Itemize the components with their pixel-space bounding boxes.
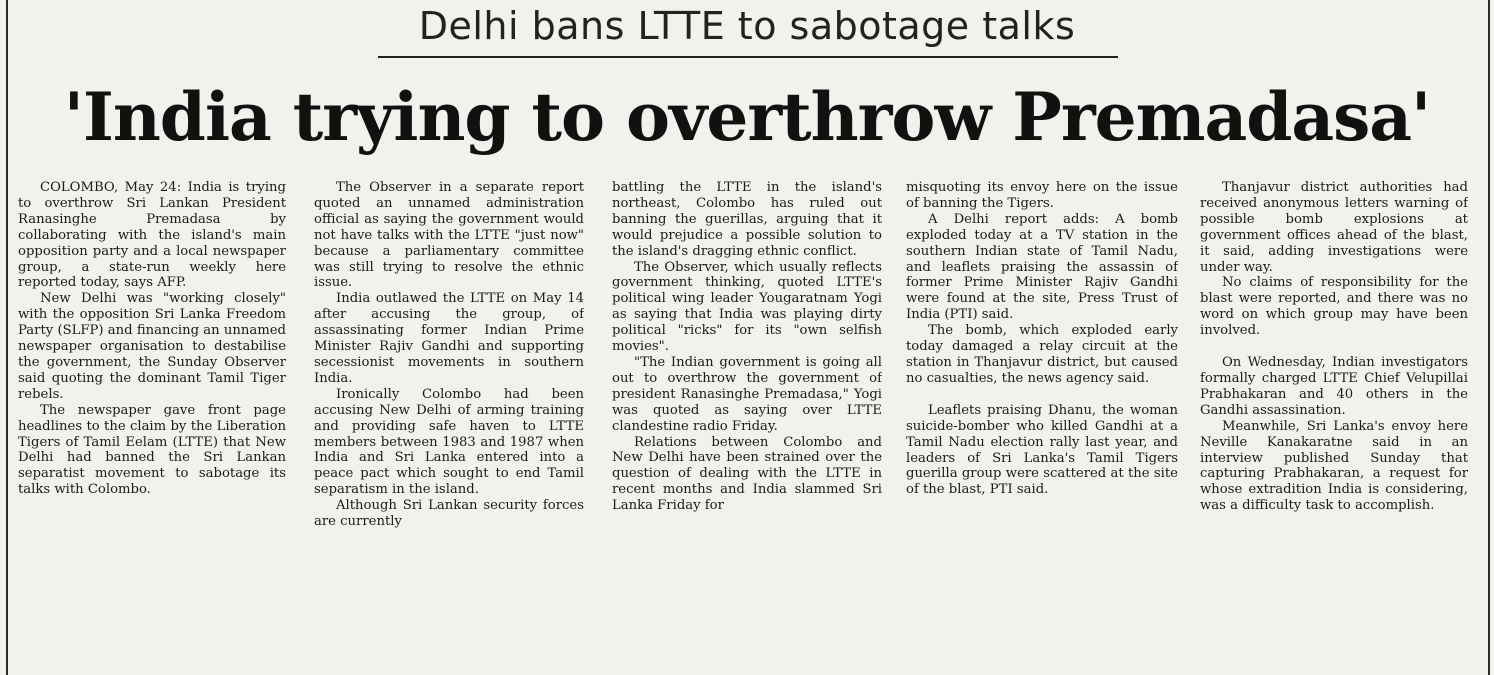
paragraph: Although Sri Lankan security forces are currently (314, 498, 584, 530)
paragraph: A Delhi report adds: A bomb exploded today at a TV station in the southern Indian state of Tamil Nadu, and leaflets praising the assassin of former Prime Minister Rajiv Gandhi were found at the site, Press Trust of India (PTI) said. (906, 211, 1178, 323)
paragraph: The Observer in a separate report quoted an unnamed administration official as saying the government would not have talks with the LTTE "just now" because a parliamentary committee was still trying to resolve the ethnic issue. (314, 180, 584, 291)
article-column-1 (18, 180, 286, 670)
kicker-underline (378, 56, 1118, 58)
article-column-3 (612, 180, 882, 670)
paragraph: No claims of responsibility for the blast were reported, and there was no word on which group may have been involved. (1200, 275, 1468, 339)
paragraph: India outlawed the LTTE on May 14 after accusing the group, of assassinating former Indian Prime Minister Rajiv Gandhi and supporting secessionist movements in southern India. (314, 291, 584, 386)
paragraph: On Wednesday, Indian investigators formally charged LTTE Chief Velupillai Prabhakaran and 40 others in the Gandhi assassination. (1200, 355, 1468, 418)
article-column-4 (906, 180, 1178, 670)
paragraph: Leaflets praising Dhanu, the woman suicide-bomber who killed Gandhi at a Tamil Nadu election rally last year, and leaders of Sri Lanka's Tamil Tigers guerilla group were scattered at the site of the blast, PTI said. (906, 402, 1178, 498)
paragraph: misquoting its envoy here on the issue of banning the Tigers. (906, 180, 1178, 211)
paragraph: battling the LTTE in the island's northeast, Colombo has ruled out banning the guerillas, arguing that it would prejudice a possible solution to the island's dragging ethnic conflict. (612, 180, 882, 259)
paragraph: Thanjavur district authorities had received anonymous letters warning of possible bomb explosions at government offices ahead of the blast, it said, adding investigations were under way. (1200, 180, 1468, 275)
main-headline: 'India trying to overthrow Premadasa' (63, 78, 1431, 156)
kicker-headline: Delhi bans LTTE to sabotage talks (418, 4, 1076, 48)
paragraph: The newspaper gave front page headlines to the claim by the Liberation Tigers of Tamil Eelam (LTTE) that New Delhi had banned the Sri Lankan separatist movement to sabotage its talks with Colombo. (18, 402, 286, 498)
paragraph: Relations between Colombo and New Delhi have been strained over the question of dealing with the LTTE in recent months and India slammed Sri Lanka Friday for (612, 434, 882, 514)
article-column-2 (314, 180, 584, 670)
paragraph: The bomb, which exploded early today damaged a relay circuit at the station in Thanjavur district, but caused no casualties, the news agency said. (906, 323, 1178, 386)
paragraph: COLOMBO, May 24: India is trying to overthrow Sri Lankan President Ranasinghe Premadasa by collaborating with the island's main opposition party and a local newspaper group, a state-run weekly here reported today, says AFP. (18, 180, 286, 291)
paragraph: Meanwhile, Sri Lanka's envoy here Neville Kanakaratne said in an interview published Sunday that capturing Prabhakaran, a request for whose extradition India is considering, was a difficulty task to accomplish. (1200, 418, 1468, 514)
paragraph: The Observer, which usually reflects government thinking, quoted LTTE's political wing leader Yougaratnam Yogi as saying that India was playing dirty political "ricks" for its "own selfish movies". (612, 259, 882, 355)
paragraph: Ironically Colombo had been accusing New Delhi of arming training and providing safe haven to LTTE members between 1983 and 1987 when India and Sri Lanka entered into a peace pact which sought to end Tamil separatism in the island. (314, 386, 584, 498)
paragraph: "The Indian government is going all out to overthrow the government of president Ranasinghe Premadasa," Yogi was quoted as saying over LTTE clandestine radio Friday. (612, 354, 882, 434)
article-column-5 (1200, 180, 1468, 670)
paragraph: New Delhi was "working closely" with the opposition Sri Lanka Freedom Party (SLFP) and financing an unnamed newspaper organisation to destabilise the government, the Sunday Observer said quoting the dominant Tamil Tiger rebels. (18, 291, 286, 402)
